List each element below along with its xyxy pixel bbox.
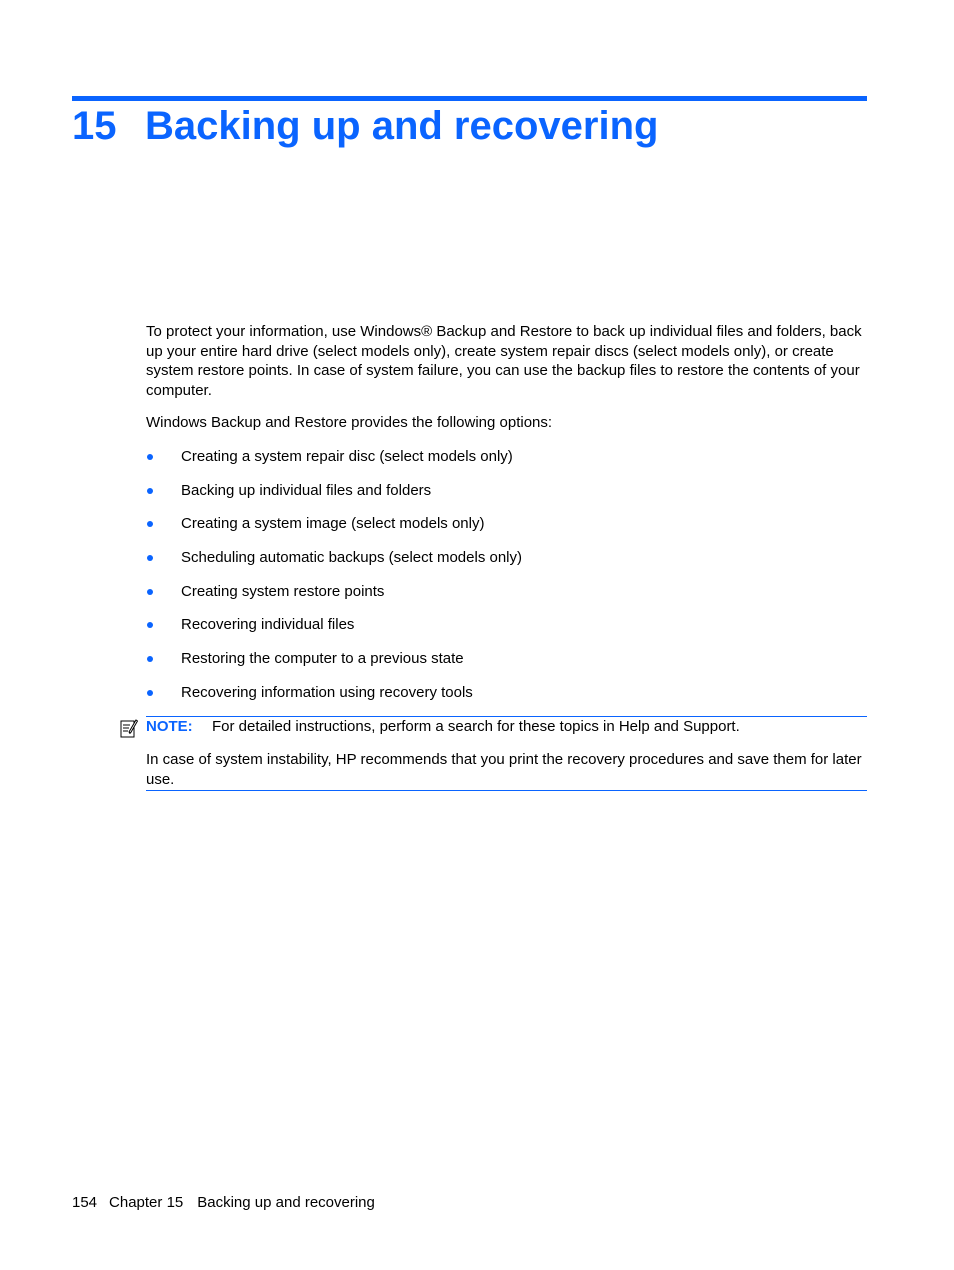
bullet-icon <box>147 690 153 696</box>
bullet-icon <box>147 622 153 628</box>
note-box <box>146 716 867 791</box>
list-item <box>146 683 866 717</box>
list-item-text: Recovering individual files <box>181 616 355 634</box>
list-item-text: Scheduling automatic backups (select models only) <box>181 549 523 567</box>
note-pad-icon <box>120 718 138 738</box>
chapter-title: Backing up and recovering <box>145 104 659 148</box>
options-intro: Windows Backup and Restore provides the following options: <box>146 414 553 431</box>
list-item <box>146 514 866 548</box>
page-number: 154 <box>72 1194 98 1211</box>
note-text: For detailed instructions, perform a search for these topics in Help and Support. <box>212 718 740 735</box>
bullet-icon <box>147 454 153 460</box>
chapter-heading <box>72 100 658 152</box>
list-item-text: Recovering information using recovery tools <box>181 683 473 701</box>
footer-chapter-title: Backing up and recovering <box>197 1194 375 1211</box>
footer-chapter-label: Chapter 15 <box>109 1194 184 1211</box>
bullet-icon <box>147 656 153 662</box>
list-item-text: Backing up individual files and folders <box>181 481 432 499</box>
list-item <box>146 548 866 582</box>
list-item-text: Creating system restore points <box>181 582 385 600</box>
list-item-text: Creating a system image (select models only) <box>181 515 485 533</box>
note-label: NOTE: <box>146 718 193 735</box>
list-item <box>146 447 866 481</box>
options-list <box>146 447 866 717</box>
list-item-text: Restoring the computer to a previous state <box>181 650 464 668</box>
page-footer <box>72 1193 375 1212</box>
bullet-icon <box>147 555 153 561</box>
bullet-icon <box>147 589 153 595</box>
bullet-icon <box>147 521 153 527</box>
intro-paragraph: To protect your information, use Windows® Backup and Restore to back up individual files and folders, back up your entire hard drive (select models only), create system repair discs (select models only), or create system restore points. In case of system failure, you can use the backup files to restore the contents of your computer. <box>146 323 862 399</box>
list-item <box>146 481 866 515</box>
bullet-icon <box>147 488 153 494</box>
note-line <box>146 717 740 737</box>
list-item-text: Creating a system repair disc (select models only) <box>181 448 513 465</box>
list-item <box>146 615 866 649</box>
note-paragraph: In case of system instability, HP recommends that you print the recovery procedures and save them for later use. <box>146 751 862 788</box>
list-item <box>146 582 866 616</box>
chapter-number: 15 <box>72 104 117 148</box>
list-item <box>146 649 866 683</box>
